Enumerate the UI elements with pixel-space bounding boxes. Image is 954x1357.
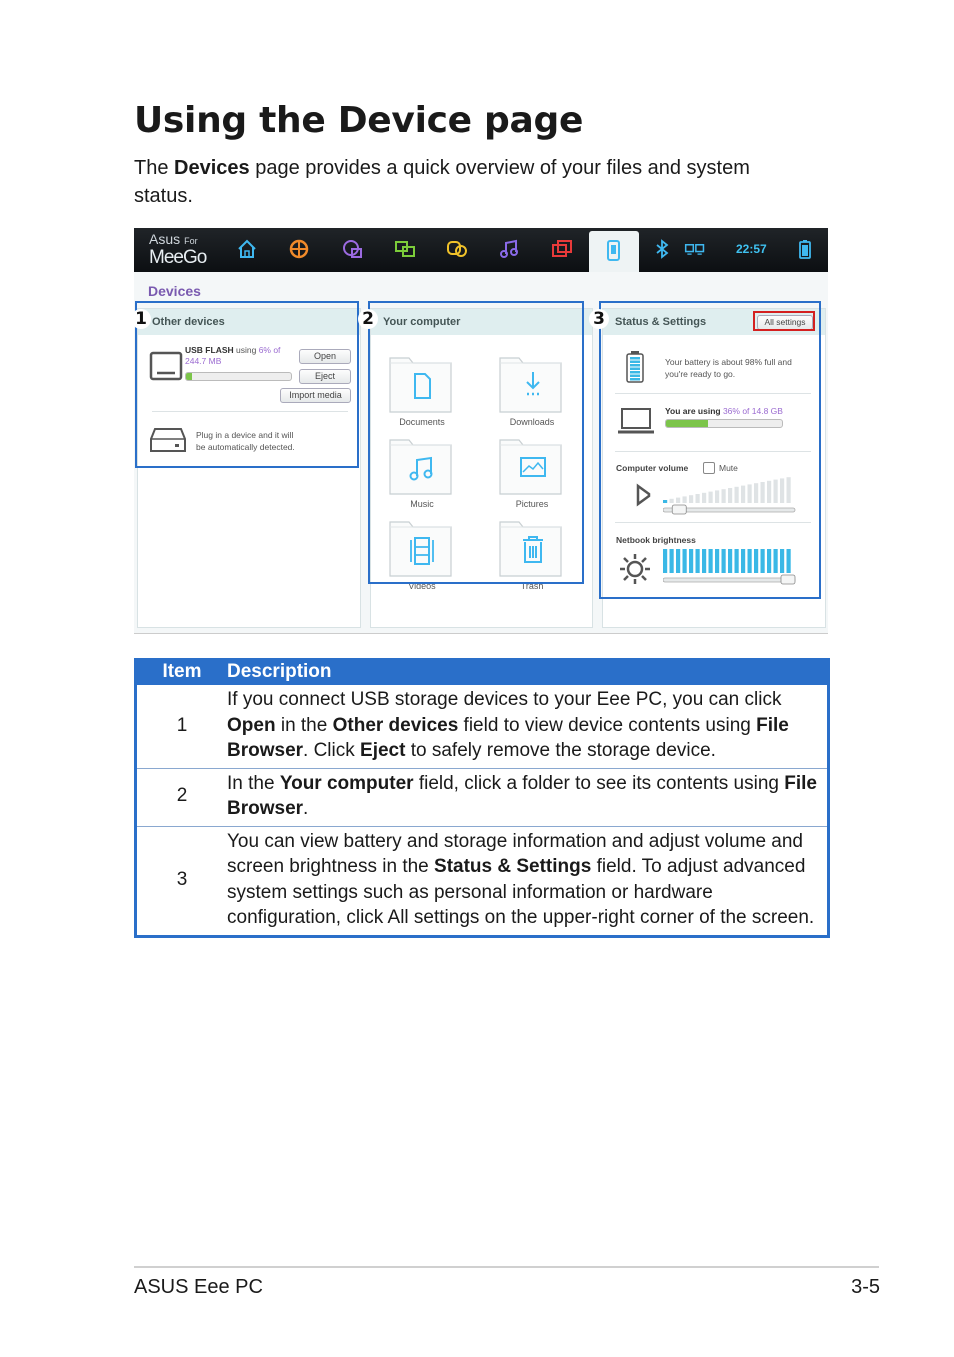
table-row [137, 768, 827, 826]
chat-icon[interactable] [394, 238, 416, 260]
description-bold: File Browser [227, 714, 789, 761]
storage-prefix: You are using [665, 406, 721, 416]
callout-2: 2 [358, 309, 378, 329]
all-settings-button[interactable]: All settings [757, 315, 813, 330]
logo-asus-text: Asus [149, 231, 181, 247]
usb-using: using [233, 345, 259, 355]
description-text: to safely remove the storage device. [405, 740, 716, 761]
description-text: If you connect USB storage devices to your Eee PC, you can click [227, 689, 782, 710]
callout-1: 1 [134, 309, 151, 329]
other-devices-header: Other devices [138, 309, 360, 335]
intro-paragraph [134, 154, 814, 210]
highlight-box-3 [599, 301, 821, 599]
table-row [137, 826, 827, 935]
logo-for-text: For [184, 236, 198, 246]
table-row [137, 685, 827, 768]
bluetooth-icon[interactable] [651, 238, 673, 260]
tasks-icon[interactable] [551, 238, 573, 260]
apps-icon[interactable] [288, 238, 310, 260]
highlight-box-1 [135, 301, 359, 468]
description-text: in the [275, 714, 333, 736]
description-text: field to view device contents using [458, 714, 757, 736]
intro-bold: Devices [174, 157, 250, 179]
description-bold: Eject [360, 740, 406, 761]
highlight-box-2 [368, 301, 584, 584]
usb-percent: 6% of [258, 345, 281, 355]
description-text: field, click a folder to see its contents using [413, 772, 785, 794]
media-icon[interactable] [341, 238, 363, 260]
description-bold: Other devices [332, 714, 459, 736]
top-toolbar [134, 228, 828, 272]
description-text: . Click [303, 740, 361, 761]
your-computer-header: Your computer [371, 309, 592, 335]
item-number: 2 [137, 768, 227, 826]
folder-label: Videos [408, 581, 436, 591]
folder-label: Pictures [515, 499, 549, 509]
footer-product: ASUS Eee PC [134, 1276, 263, 1298]
usb-name: USB FLASH [185, 345, 234, 355]
folder-label: Music [410, 499, 434, 509]
clock: 22:57 [736, 242, 767, 256]
devices-heading: Devices [148, 283, 201, 299]
status-settings-header: Status & Settings [603, 309, 825, 335]
item-number: 3 [137, 826, 227, 935]
plug-hint-line2: be automatically detected. [196, 442, 295, 452]
open-button[interactable]: Open [299, 349, 351, 364]
description-bold: Your computer [279, 772, 414, 794]
devices-tab-active[interactable] [589, 231, 639, 272]
usb-size: 244.7 MB [185, 356, 222, 366]
intro-text: The [134, 157, 175, 179]
callout-3: 3 [589, 309, 609, 329]
battery-icon[interactable] [794, 238, 816, 260]
devices-icon [603, 239, 625, 263]
eject-button[interactable]: Eject [299, 369, 351, 384]
meego-logo: MeeGo [149, 247, 207, 268]
description-bold: Open [227, 714, 276, 736]
item-description [227, 685, 827, 768]
folder-label: Downloads [509, 417, 555, 427]
home-icon[interactable] [236, 238, 258, 260]
page-number: 3-5 [851, 1276, 880, 1298]
folder-label: Documents [399, 417, 445, 427]
intro-text-end: page provides a quick overview of your files and system status. [134, 157, 750, 207]
network-icon[interactable] [684, 238, 706, 260]
folder-label: Trash [520, 581, 544, 591]
mute-label: Mute [719, 463, 738, 473]
item-number: 1 [176, 714, 188, 736]
footer-rule [134, 1266, 879, 1268]
description-text: . [303, 798, 309, 819]
item-description [227, 768, 827, 826]
people-icon[interactable] [446, 238, 468, 260]
header-item: Item [137, 658, 227, 685]
item-description [227, 826, 827, 935]
description-bold: File Browser [227, 772, 817, 819]
volume-label: Computer volume [616, 463, 689, 473]
header-description: Description [227, 658, 827, 685]
music-icon[interactable] [498, 238, 520, 260]
description-table [134, 658, 830, 938]
plug-hint-line1: Plug in a device and it will [196, 430, 294, 440]
table-header-row [137, 658, 827, 685]
storage-value: 36% of 14.8 GB [722, 406, 783, 416]
battery-line1: Your battery is about 98% full and [665, 357, 792, 367]
description-text: You can view battery and storage information and adjust volume and screen brightness in the [227, 830, 803, 877]
battery-line2: you're ready to go. [665, 369, 736, 379]
brightness-label: Netbook brightness [616, 535, 696, 545]
import-media-button[interactable]: Import media [280, 388, 351, 403]
description-text: field. To adjust advanced system settings such as personal information or hardware configuration, click All settings on the upper-right corner of the screen. [227, 856, 815, 928]
description-bold: Status & Settings [434, 856, 592, 877]
page-title: Using the Device page [134, 100, 584, 141]
asus-logo [149, 231, 198, 247]
device-page-screenshot [134, 228, 828, 634]
description-text: In the [227, 772, 280, 794]
